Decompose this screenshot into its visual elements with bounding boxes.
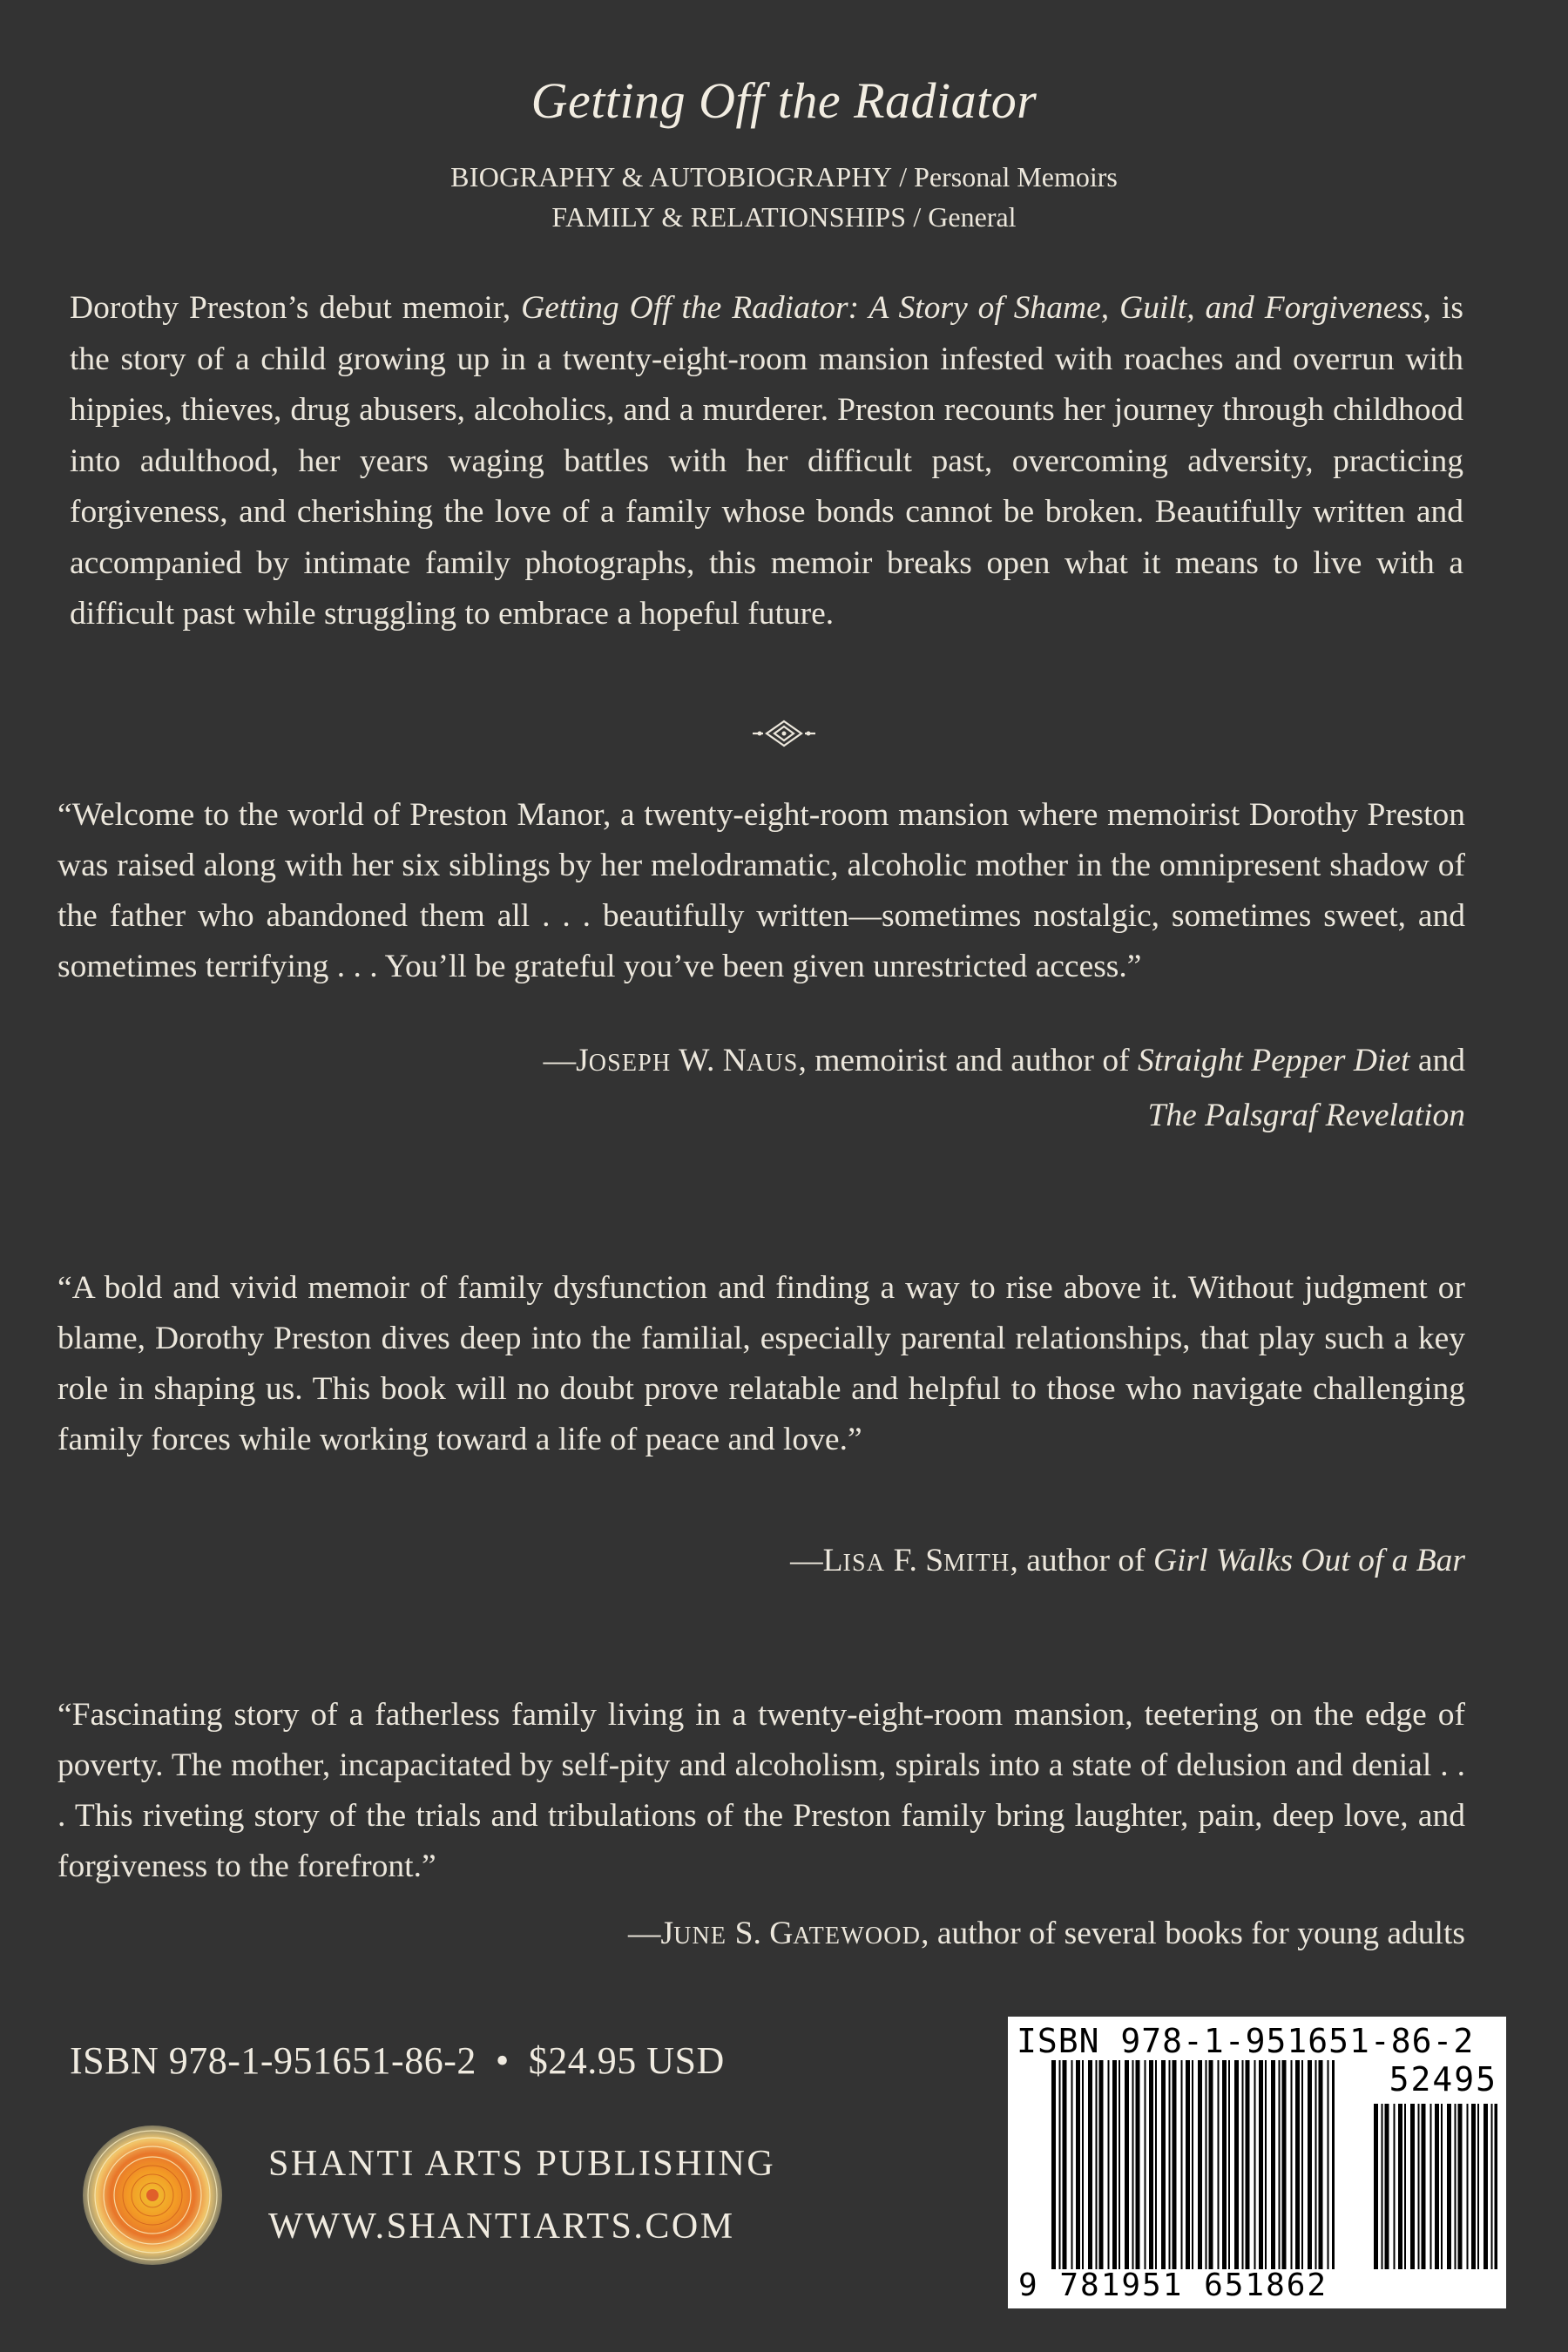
- category-main: BIOGRAPHY & AUTOBIOGRAPHY: [450, 161, 893, 193]
- category-main: FAMILY & RELATIONSHIPS: [551, 201, 907, 233]
- reviewer-work: The Palsgraf Revelation: [1147, 1098, 1465, 1133]
- barcode-price-code: 52495: [1389, 2060, 1497, 2099]
- barcode-bar: [1484, 2104, 1488, 2269]
- review-quote: “Welcome to the world of Preston Manor, a twenty-eight-room mansion where memoirist Dorothy Preston was raised along with her six siblings by her melodramatic, alcoholic mother in the omnipresent shadow of the father who abandoned them all . . . beautifully written—sometimes nostalgic, sometimes sweet, and sometimes terrifying . . . You’ll be grateful you’ve been given unrestricted access.”: [57, 797, 1465, 984]
- barcode-bar: [1495, 2104, 1498, 2269]
- reviewer-work: Girl Walks Out of a Bar: [1152, 1543, 1465, 1578]
- works-joiner: and: [1409, 1043, 1465, 1078]
- review-attribution: [507, 1908, 1465, 1963]
- barcode-bar: [1186, 2060, 1190, 2269]
- publisher-website[interactable]: WWW.SHANTIARTS.COM: [268, 2207, 735, 2247]
- barcode-bar: [1328, 2060, 1329, 2269]
- barcode-bar: [1447, 2104, 1451, 2269]
- barcode-bar: [1209, 2060, 1213, 2269]
- reviewer-name-part: OSEPH: [588, 1050, 672, 1077]
- barcode-bar: [1108, 2060, 1110, 2269]
- barcode-bar: [1455, 2104, 1456, 2269]
- barcode-bar: [1308, 2060, 1312, 2269]
- barcode-bar: [1149, 2060, 1153, 2269]
- barcode-bar: [1198, 2060, 1202, 2269]
- reviewer-name-part: S. G: [727, 1916, 794, 1951]
- barcode-bar: [1265, 2060, 1267, 2269]
- barcode-bar: [1418, 2104, 1420, 2269]
- book-title: Getting Off the Radiator: [531, 72, 1037, 129]
- barcode-bar: [1119, 2060, 1120, 2269]
- category-separator: /: [892, 161, 915, 193]
- barcode-bar: [1332, 2060, 1335, 2269]
- barcode-bar: [1059, 2060, 1061, 2269]
- reviewer-name-part: AUS: [746, 1050, 799, 1077]
- barcode-bar: [1132, 2060, 1134, 2269]
- barcode-bar: [1173, 2060, 1177, 2269]
- barcode-bar: [1169, 2060, 1171, 2269]
- barcode-bar: [1301, 2060, 1303, 2269]
- attribution-dash: —: [627, 1916, 661, 1951]
- isbn-barcode: [1008, 2017, 1506, 2308]
- barcode-bar: [1234, 2060, 1239, 2269]
- review-quote: “A bold and vivid memoir of family dysfunction and finding a way to rise above it. Without judgment or blame, Dorothy Preston dives deep into the familial, especially parental relationships, that play such a key role in shaping us. This book will no doubt prove relatable and helpful to those who navigate challenging family forces while working toward a life of peace and love.”: [57, 1270, 1465, 1457]
- barcode-bar: [1228, 2060, 1230, 2269]
- barcode-bar: [1471, 2104, 1476, 2269]
- review-attribution: [507, 1535, 1465, 1590]
- barcode-bar: [1063, 2060, 1067, 2269]
- barcode-bar: [1271, 2060, 1275, 2269]
- barcode-bar: [1491, 2104, 1493, 2269]
- category-sub: General: [928, 201, 1017, 233]
- barcode-bar: [1242, 2060, 1244, 2269]
- barcode-bar: [1295, 2060, 1300, 2269]
- category-sub: Personal Memoirs: [914, 161, 1118, 193]
- review-attribution: [507, 1035, 1465, 1142]
- barcode-bar: [1206, 2060, 1207, 2269]
- book-description: [70, 283, 1463, 640]
- reviewer-role: , author of: [1010, 1543, 1153, 1578]
- price-text: $24.95 USD: [528, 2039, 725, 2082]
- barcode-bar: [1477, 2104, 1479, 2269]
- reviewer-name-part: J: [660, 1916, 674, 1951]
- barcode-bar: [1259, 2060, 1263, 2269]
- barcode-bar: [1435, 2104, 1439, 2269]
- barcode-bar: [1422, 2104, 1426, 2269]
- barcode-bar: [1112, 2060, 1117, 2269]
- barcode-bar: [1051, 2060, 1056, 2269]
- barcode-bars-icon: [1008, 2017, 1506, 2308]
- barcode-bar: [1404, 2104, 1406, 2269]
- barcode-bar: [1315, 2060, 1317, 2269]
- barcode-bar: [1181, 2060, 1183, 2269]
- barcode-bar: [1082, 2060, 1084, 2269]
- description-body: , is the story of a child growing up in a twenty-eight-room mansion infested with roaches and overrun with hippies, thieves, drug abusers, alcoholics, and a murderer. Preston recounts her journey through childhood into adulthood, her years waging battles with her difficult past, overcoming adversity, practicing forgiveness, and cherishing the love of a family whose bonds cannot be broken. Beautifully written and accompanied by intimate family photographs, this memoir breaks open what it means to live with a difficult past while struggling to embrace a hopeful future.: [70, 290, 1464, 632]
- reviewer-role: , memoirist and author of: [798, 1043, 1139, 1078]
- barcode-bar: [1441, 2104, 1443, 2269]
- reviewer-name-part: L: [822, 1543, 843, 1578]
- barcode-bar: [1076, 2060, 1080, 2269]
- barcode-bar: [1410, 2104, 1415, 2269]
- barcode-bar: [1125, 2060, 1129, 2269]
- barcode-bar: [1254, 2060, 1256, 2269]
- barcode-bar: [1282, 2060, 1287, 2269]
- barcode-ean-digits: 9 781951 651862: [1018, 2268, 1328, 2303]
- reviewer-name-part: ATEWOOD: [793, 1923, 922, 1950]
- reviewer-name-part: MITH: [943, 1550, 1010, 1577]
- publisher-name: SHANTI ARTS PUBLISHING: [268, 2144, 776, 2184]
- reviewer-work: Straight Pepper Diet: [1138, 1043, 1410, 1078]
- barcode-bar: [1218, 2060, 1220, 2269]
- reviewer-name-part: ISA: [842, 1550, 886, 1577]
- reviewer-name-part: F. S: [885, 1543, 944, 1578]
- barcode-bar: [1279, 2060, 1281, 2269]
- description-book-title: Getting Off the Radiator: A Story of Shame, Guilt, and Forgiveness: [521, 290, 1423, 326]
- bullet-separator: •: [495, 2039, 510, 2082]
- publisher-block: [268, 2132, 775, 2258]
- isbn-text: ISBN 978-1-951651-86-2: [70, 2039, 476, 2082]
- barcode-bar: [1291, 2060, 1293, 2269]
- barcode-bar: [1136, 2060, 1140, 2269]
- barcode-isbn-label: ISBN 978-1-951651-86-2: [1017, 2022, 1475, 2060]
- barcode-bar: [1145, 2060, 1146, 2269]
- barcode-bar: [1096, 2060, 1098, 2269]
- barcode-bar: [1192, 2060, 1193, 2269]
- category-separator: /: [906, 201, 929, 233]
- barcode-bar: [1155, 2060, 1157, 2269]
- barcode-bar: [1430, 2104, 1432, 2269]
- barcode-bar: [1382, 2104, 1383, 2269]
- bisac-categories: [0, 157, 1568, 237]
- isbn-price-line: [70, 2038, 725, 2083]
- description-intro: Dorothy Preston’s debut memoir,: [70, 290, 522, 326]
- barcode-bar: [1374, 2104, 1378, 2269]
- barcode-bar: [1319, 2060, 1323, 2269]
- category-line: [0, 157, 1568, 197]
- barcode-bar: [1385, 2104, 1389, 2269]
- barcode-bar: [1099, 2060, 1104, 2269]
- attribution-dash: —: [543, 1043, 577, 1078]
- barcode-bar: [1467, 2104, 1469, 2269]
- review-quote: “Fascinating story of a fatherless family living in a twenty-eight-room mansion, teetering on the edge of poverty. The mother, incapacitated by self-pity and alcoholism, spirals into a state of delusion and denial . . . This riveting story of the trials and tribulations of the Preston family bring laughter, pain, deep love, and forgiveness to the forefront.”: [57, 1697, 1465, 1884]
- barcode-bar: [1222, 2060, 1227, 2269]
- reviewer-role: , author of several books for young adults: [921, 1916, 1465, 1951]
- ornament-divider-icon: [744, 716, 824, 751]
- barcode-bar: [1394, 2104, 1396, 2269]
- barcode-bar: [1246, 2060, 1250, 2269]
- barcode-bar: [1398, 2104, 1402, 2269]
- reviewer-name-part: W. N: [671, 1043, 747, 1078]
- barcode-bar: [1161, 2060, 1166, 2269]
- category-line: [0, 197, 1568, 237]
- attribution-dash: —: [790, 1543, 823, 1578]
- reviewer-name-part: UNE: [673, 1923, 727, 1950]
- barcode-bar: [1071, 2060, 1073, 2269]
- reviewer-name-part: J: [576, 1043, 589, 1078]
- barcode-bar: [1458, 2104, 1463, 2269]
- publisher-sun-logo-icon: [78, 2121, 226, 2269]
- barcode-bar: [1088, 2060, 1092, 2269]
